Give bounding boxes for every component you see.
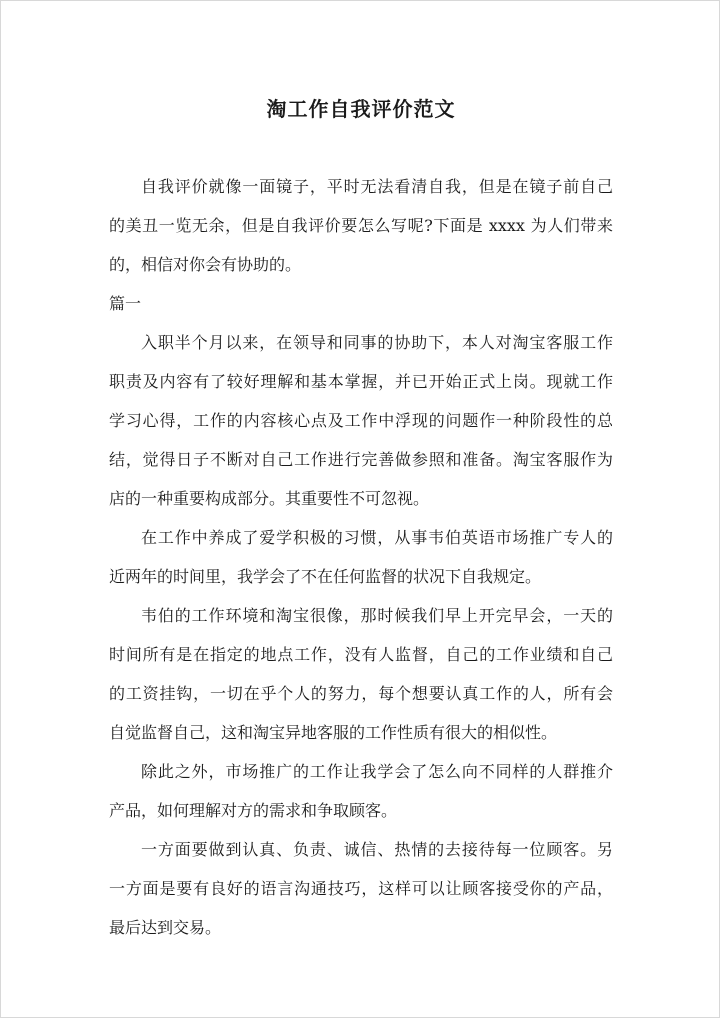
text-line: 最后达到交易。 — [109, 918, 222, 937]
text-line: 一方面是要有良好的语言沟通技巧，这样可以让顾客接受你的产品， — [109, 879, 613, 898]
paragraph — [109, 596, 613, 752]
text-line: 产品，如何理解对方的需求和争取顾客。 — [109, 801, 398, 820]
text-line: 店的一种重要构成部分。其重要性不可忽视。 — [109, 489, 430, 508]
text-line: 自我评价就像一面镜子，平时无法看清自我，但是在镜子前自己 — [141, 177, 613, 196]
paragraph — [109, 167, 613, 284]
document-body — [109, 167, 613, 947]
text-line: 自觉监督自己，这和淘宝异地客服的工作性质有很大的相似性。 — [109, 723, 558, 742]
text-line: 篇一 — [109, 294, 142, 313]
paragraph — [109, 518, 613, 596]
text-line: 结，觉得日子不断对自己工作进行完善做参照和准备。淘宝客服作为 — [109, 450, 613, 469]
text-line: 在工作中养成了爱学积极的习惯，从事韦伯英语市场推广专人的 — [141, 528, 613, 547]
text-line: 韦伯的工作环境和淘宝很像，那时候我们早上开完早会，一天的 — [141, 606, 613, 625]
text-line: 时间所有是在指定的地点工作，没有人监督，自己的工作业绩和自己 — [109, 645, 613, 664]
paragraph — [109, 323, 613, 518]
text-line: 入职半个月以来，在领导和同事的协助下，本人对淘宝客服工作 — [141, 333, 613, 352]
text-line: 职责及内容有了较好理解和基本掌握，并已开始正式上岗。现就工作 — [109, 372, 613, 391]
section-label — [109, 284, 613, 323]
text-line: 学习心得，工作的内容核心点及工作中浮现的问题作一种阶段性的总 — [109, 411, 613, 430]
page-title: 淘工作自我评价范文 — [266, 97, 456, 121]
paragraph — [109, 752, 613, 830]
text-line: 近两年的时间里，我学会了不在任何监督的状况下自我规定。 — [109, 567, 542, 586]
text-line: 的工资挂钩，一切在乎个人的努力，每个想要认真工作的人，所有会 — [109, 684, 613, 703]
text-line: 除此之外，市场推广的工作让我学会了怎么向不同样的人群推介 — [141, 762, 613, 781]
text-line: 一方面要做到认真、负责、诚信、热情的去接待每一位顾客。另 — [141, 840, 613, 859]
text-line: 的，相信对你会有协助的。 — [109, 255, 302, 274]
text-line: 的美丑一览无余，但是自我评价要怎么写呢?下面是 xxxx 为人们带来 — [109, 216, 613, 235]
paragraph — [109, 830, 613, 947]
